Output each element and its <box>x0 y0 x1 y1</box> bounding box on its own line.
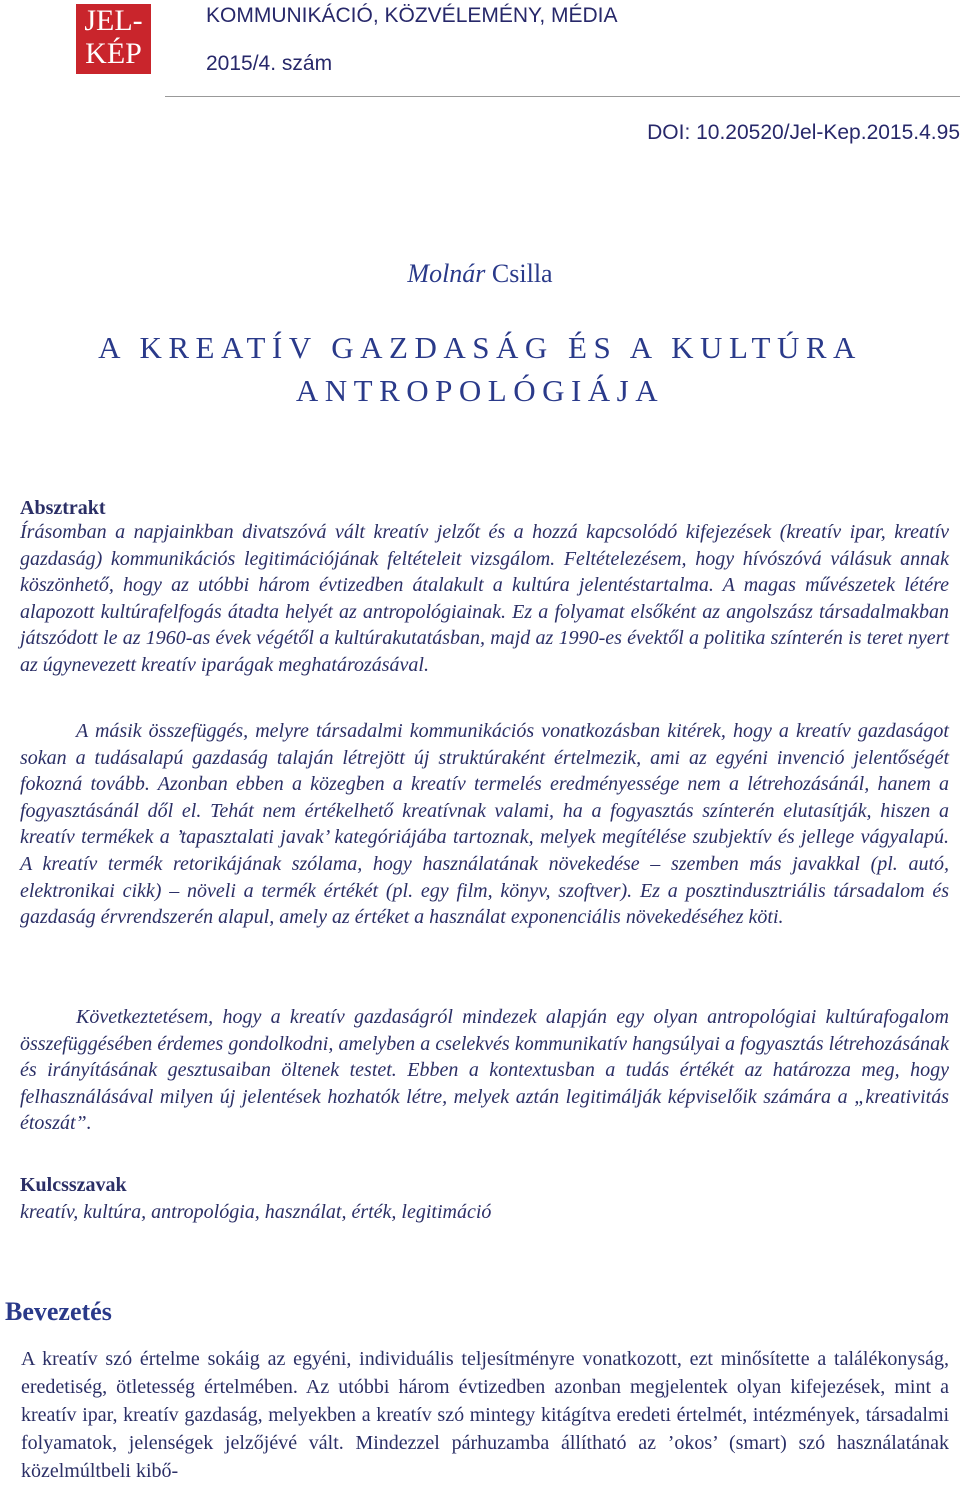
keywords-heading: Kulcsszavak <box>20 1174 127 1196</box>
author-surname: Molnár <box>407 259 486 288</box>
logo-text-top: JEL- <box>84 4 143 37</box>
abstract-paragraph-2: A másik összefüggés, melyre társadalmi kommunikációs vonatkozásban kitérek, hogy a kreatív gazdaságot sokan a tudásalapú gazdaság talaján létrejött új struktúraként értelmezik, ami az egyéni invenció jelentőségét fokozná tovább. Azonban ebben a közegben a kreatív termelés eredményessége nem a létrehozásánál, hanem a fogyasztásánál dől el. Tehát nem értékelhető kreatívnak valami, ha a fogyasztás színterén elutasítják, hiszen a kreatív termékek a ’tapasztalati javak’ kategóriájába tartoznak, melyek megítélése szubjektív és jellege vágyalapú. A kreatív termék retorikájának szólama, hogy használatának növekedése – szemben más javakkal (pl. autó, elektronikai cikk) – növeli a termék értékét (pl. egy film, könyv, szoftver). Ez a posztindusztriális társadalom és gazdaság érvrendszerén alapul, amely az értéket a használat exponenciális növekedéséhez köti. <box>20 720 949 929</box>
logo-text-bottom: KÉP <box>85 37 142 70</box>
doi: DOI: 10.20520/Jel-Kep.2015.4.95 <box>647 121 960 144</box>
journal-name: KOMMUNIKÁCIÓ, KÖZVÉLEMÉNY, MÉDIA <box>206 4 618 27</box>
article-title-line-1: A KREATÍV GAZDASÁG ÉS A KULTÚRA <box>98 330 862 365</box>
abstract-paragraph-1: Írásomban a napjainkban divatszóvá vált kreatív jelzőt és a hozzá kapcsolódó kifejezések (kreatív ipar, kreatív gazdaság) kommunikációs legitimációjának feltételeit vizsgálom. Feltételezésem, hogy hívószóvá válásuk annak köszönhető, hogy az utóbbi három évtizedben átalakult a kultúra jelentéstartalma. A magas művészetek létére alapozott kultúrafelfogás átadta helyét az antropológiainak. Ez a folyamat elsőként az angolszász társadalmakban játszódott le az 1960-as évek végétől a kultúrakutatásban, majd az 1990-es évektől a politika színterén is teret nyert az úgynevezett kreatív iparágak meghatározásával. <box>20 521 949 676</box>
section-heading-introduction: Bevezetés <box>5 1297 112 1326</box>
author-given-name: Csilla <box>491 259 553 288</box>
author <box>0 259 960 289</box>
abstract-heading: Absztrakt <box>20 497 106 519</box>
issue-number: 2015/4. szám <box>206 52 333 75</box>
header-divider <box>165 96 960 97</box>
keywords-list: kreatív, kultúra, antropológia, használat, érték, legitimáció <box>20 1201 492 1223</box>
abstract-paragraph-3: Következtetésem, hogy a kreatív gazdaságról mindezek alapján egy olyan antropológiai kultúrafogalom összefüggésében érdemes gondolkodni, amelyben a cselekvés kommunikatív hangsúlyai a fogyasztás létrehozásának és irányításának gesztusaiban öltenek testet. Ebben a kontextusban a tudás értékét az határozza meg, hogy felhasználásával milyen új jelentések hozhatók létre, melyek aztán legitimálják képviselőik számára a „kreativitás étoszát”. <box>20 1006 949 1135</box>
article-title-line-2: ANTROPOLÓGIÁJA <box>295 373 665 408</box>
journal-logo <box>76 4 151 74</box>
introduction-paragraph: A kreatív szó értelme sokáig az egyéni, individuális teljesítményre vonatkozott, ezt minősítette a találékonyság, eredetiség, ötletesség értelmében. Az utóbbi három évtizedben azonban megjelentek olyan kifejezések, mint a kreatív ipar, kreatív gazdaság, melyekben a kreatív szó mintegy kitágítva eredeti értelmét, intézmények, társadalmi folyamatok, jelenségek jelzőjévé vált. Mindezzel párhuzamba állítható az ’okos’ (smart) szó használatának közelmúltbeli kibő- <box>21 1348 949 1482</box>
